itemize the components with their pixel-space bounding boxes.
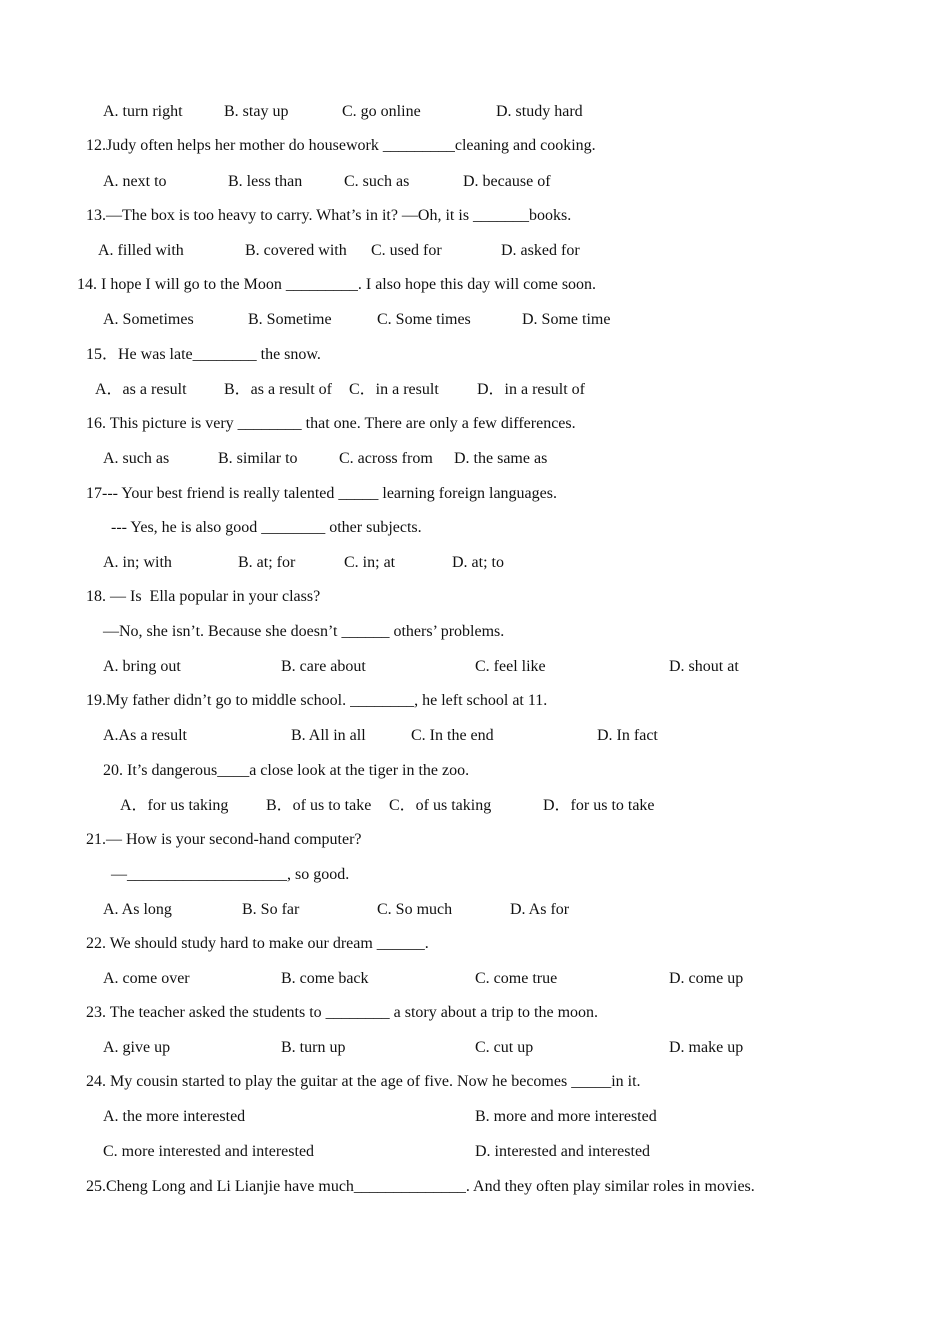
q18-option-b: B. care about <box>281 658 366 675</box>
q17-option-b: B. at; for <box>238 554 296 571</box>
q14-option-b: B. Sometime <box>248 311 332 328</box>
q14-option-d: D. Some time <box>522 311 611 328</box>
q19-option-a: A.As a result <box>103 727 187 744</box>
q12-option-c: C. such as <box>344 173 410 190</box>
q23-option-c: C. cut up <box>475 1039 534 1056</box>
q19-option-b: B. All in all <box>291 727 366 744</box>
q12-option-d: D. because of <box>463 173 551 190</box>
q22-option-d: D. come up <box>669 970 744 987</box>
q24-option-d: D. interested and interested <box>475 1143 651 1160</box>
q17-option-a: A. in; with <box>103 554 172 571</box>
q16-option-b: B. similar to <box>218 450 298 467</box>
q13-option-c: C. used for <box>371 242 442 259</box>
q17-stem: 17--- Your best friend is really talented _____ learning foreign languages. <box>86 485 557 502</box>
q22-option-c: C. come true <box>475 970 558 987</box>
q21-option-c: C. So much <box>377 901 453 918</box>
q21-option-a: A. As long <box>103 901 172 918</box>
q21-stem-reply: —____________________, so good. <box>111 866 350 883</box>
q17-stem-reply: --- Yes, he is also good ________ other subjects. <box>111 519 422 536</box>
q20-option-c: C．of us taking <box>389 797 492 814</box>
q18-stem: 18. — Is Ella popular in your class? <box>86 588 321 605</box>
q12-option-a: A. next to <box>103 173 167 190</box>
q11-option-d: D. study hard <box>496 103 583 120</box>
q23-option-b: B. turn up <box>281 1039 346 1056</box>
q17-option-c: C. in; at <box>344 554 396 571</box>
q23-option-d: D. make up <box>669 1039 744 1056</box>
q16-option-a: A. such as <box>103 450 170 467</box>
q18-option-a: A. bring out <box>103 658 181 675</box>
q11-option-c: C. go online <box>342 103 421 120</box>
q21-option-b: B. So far <box>242 901 300 918</box>
q14-stem: 14. I hope I will go to the Moon _________. I also hope this day will come soon. <box>77 276 597 293</box>
q17-option-d: D. at; to <box>452 554 504 571</box>
q21-option-d: D. As for <box>510 901 570 918</box>
q18-stem-reply: —No, she isn’t. Because she doesn’t ______ others’ problems. <box>103 623 505 640</box>
q11-option-b: B. stay up <box>224 103 289 120</box>
q19-option-d: D. In fact <box>597 727 658 744</box>
q15-option-a: A．as a result <box>95 381 187 398</box>
q23-stem: 23. The teacher asked the students to ________ a story about a trip to the moon. <box>86 1004 599 1021</box>
q12-stem: 12.Judy often helps her mother do housework _________cleaning and cooking. <box>86 137 596 154</box>
q19-stem: 19.My father didn’t go to middle school. ________, he left school at 11. <box>86 692 548 709</box>
q18-option-c: C. feel like <box>475 658 546 675</box>
q22-stem: 22. We should study hard to make our dream ______. <box>86 935 429 952</box>
q16-option-d: D. the same as <box>454 450 548 467</box>
q14-option-a: A. Sometimes <box>103 311 194 328</box>
q15-stem: 15．He was late________ the snow. <box>86 346 321 363</box>
q19-option-c: C. In the end <box>411 727 494 744</box>
q24-option-c: C. more interested and interested <box>103 1143 315 1160</box>
q23-option-a: A. give up <box>103 1039 171 1056</box>
q24-option-a: A. the more interested <box>103 1108 246 1125</box>
q12-option-b: B. less than <box>228 173 303 190</box>
q24-option-b: B. more and more interested <box>475 1108 657 1125</box>
q15-option-d: D．in a result of <box>477 381 585 398</box>
q20-option-b: B．of us to take <box>266 797 372 814</box>
q20-option-d: D．for us to take <box>543 797 655 814</box>
q21-stem: 21.— How is your second-hand computer? <box>86 831 362 848</box>
q15-option-b: B．as a result of <box>224 381 332 398</box>
q25-stem: 25.Cheng Long and Li Lianjie have much______________. And they often play similar roles in movies. <box>86 1178 755 1195</box>
q16-option-c: C. across from <box>339 450 433 467</box>
q22-option-b: B. come back <box>281 970 369 987</box>
q13-option-a: A. filled with <box>98 242 184 259</box>
q20-stem: 20. It’s dangerous____a close look at the tiger in the zoo. <box>103 762 470 779</box>
q18-option-d: D. shout at <box>669 658 739 675</box>
q13-option-d: D. asked for <box>501 242 580 259</box>
q20-option-a: A．for us taking <box>120 797 229 814</box>
q13-stem: 13.—The box is too heavy to carry. What’s in it? —Oh, it is _______books. <box>86 207 572 224</box>
q14-option-c: C. Some times <box>377 311 471 328</box>
q24-stem: 24. My cousin started to play the guitar at the age of five. Now he becomes _____in it. <box>86 1073 641 1090</box>
q11-option-a: A. turn right <box>103 103 183 120</box>
q16-stem: 16. This picture is very ________ that one. There are only a few differences. <box>86 415 576 432</box>
q22-option-a: A. come over <box>103 970 190 987</box>
q15-option-c: C．in a result <box>349 381 439 398</box>
q13-option-b: B. covered with <box>245 242 347 259</box>
